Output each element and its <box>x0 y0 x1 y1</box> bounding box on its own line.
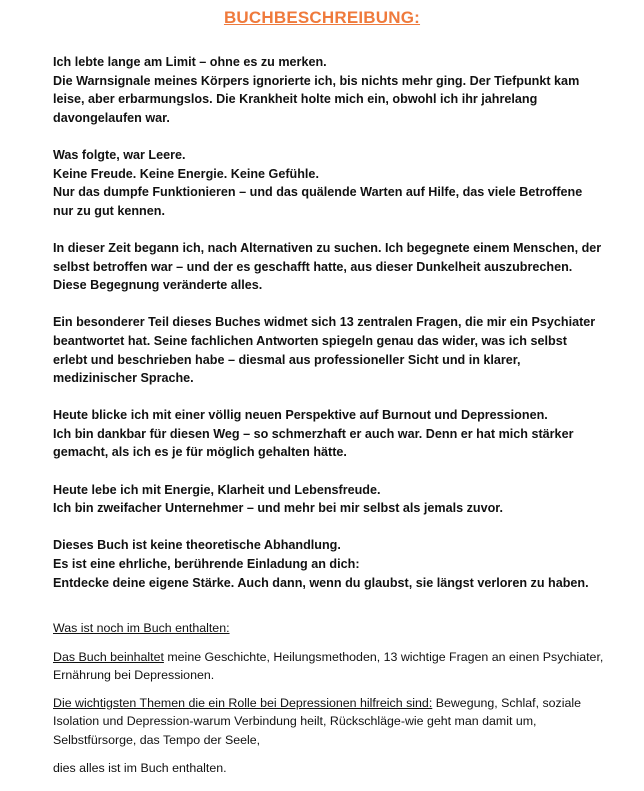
paragraph-5 <box>53 406 613 462</box>
text-line: Ich bin dankbar für diesen Weg – so schmerzhaft er auch war. Denn er hat mich stärker <box>53 426 574 441</box>
text-line: Diese Begegnung veränderte alles. <box>53 278 263 293</box>
text-line: Ich bin zweifacher Unternehmer – und mehr bei mir selbst als jemals zuvor. <box>53 501 504 516</box>
paragraph-2 <box>53 146 613 220</box>
text-line: nur zu gut kennen. <box>53 203 165 218</box>
contents-heading-text: Was ist noch im Buch enthalten: <box>53 621 230 635</box>
text-line: Die Warnsignale meines Körpers ignorierte ich, bis nichts mehr ging. Der Tiefpunkt kam <box>53 73 580 88</box>
text-line: leise, aber erbarmungslos. Die Krankheit holte mich ein, obwohl ich ihr jahrelang <box>53 92 538 107</box>
description-body <box>53 53 613 611</box>
contents-heading <box>53 619 613 638</box>
contents-item-2-label: Die wichtigsten Themen die ein Rolle bei Depressionen hilfreich sind: <box>53 695 433 710</box>
text-line: Nur das dumpfe Funktionieren – und das quälende Warten auf Hilfe, das viele Betroffene <box>53 185 583 200</box>
text-line: davongelaufen war. <box>53 110 170 125</box>
paragraph-3 <box>53 239 613 295</box>
text-line: In dieser Zeit begann ich, nach Alternativen zu suchen. Ich begegnete einem Menschen, der <box>53 240 602 255</box>
paragraph-6 <box>53 481 613 518</box>
paragraph-7 <box>53 536 613 592</box>
text-line: Dieses Buch ist keine theoretische Abhandlung. <box>53 538 341 553</box>
contents-item-1-text: meine Geschichte, Heilungsmethoden, 13 wichtige Fragen an einen Psychiater, Ernährung bei Depressionen. <box>53 649 604 683</box>
text-line: erlebt und beschrieben habe – diesmal aus professioneller Sicht und in klarer, <box>53 352 521 367</box>
text-line: medizinischer Sprache. <box>53 371 194 386</box>
contents-item-2 <box>53 694 613 750</box>
text-line: selbst betroffen war – und der es geschafft hatte, aus dieser Dunkelheit auszubrechen. <box>53 259 573 274</box>
text-line: Was folgte, war Leere. <box>53 147 186 162</box>
paragraph-1 <box>53 53 613 127</box>
contents-closing-text: dies alles ist im Buch enthalten. <box>53 760 227 775</box>
text-line: gemacht, als ich es je für möglich gehalten hätte. <box>53 445 347 460</box>
contents-item-1 <box>53 648 613 685</box>
text-line: Entdecke deine eigene Stärke. Auch dann, wenn du glaubst, sie längst verloren zu haben. <box>53 575 589 590</box>
text-line: Ein besonderer Teil dieses Buches widmet sich 13 zentralen Fragen, die mir ein Psychiater <box>53 315 596 330</box>
paragraph-4 <box>53 313 613 387</box>
page-title: BUCHBESCHREIBUNG: <box>223 8 421 27</box>
text-line: Heute lebe ich mit Energie, Klarheit und Lebensfreude. <box>53 482 381 497</box>
book-contents-section <box>53 619 613 786</box>
text-line: Ich lebte lange am Limit – ohne es zu merken. <box>53 55 327 69</box>
contents-item-1-label: Das Buch beinhaltet <box>53 649 164 664</box>
text-line: Heute blicke ich mit einer völlig neuen Perspektive auf Burnout und Depressionen. <box>53 408 548 423</box>
contents-item-2-text: Bewegung, Schlaf, soziale Isolation und Depression-warum Verbindung heilt, Rückschläge-wie geht man damit um, Selbstfürsorge, das Tempo der Seele, <box>53 695 582 747</box>
text-line: Keine Freude. Keine Energie. Keine Gefühle. <box>53 166 319 181</box>
text-line: beantwortet hat. Seine fachlichen Antworten spiegeln genau das wider, was ich selbst <box>53 333 567 348</box>
text-line: Es ist eine ehrliche, berührende Einladung an dich: <box>53 557 360 572</box>
contents-closing <box>53 759 613 778</box>
